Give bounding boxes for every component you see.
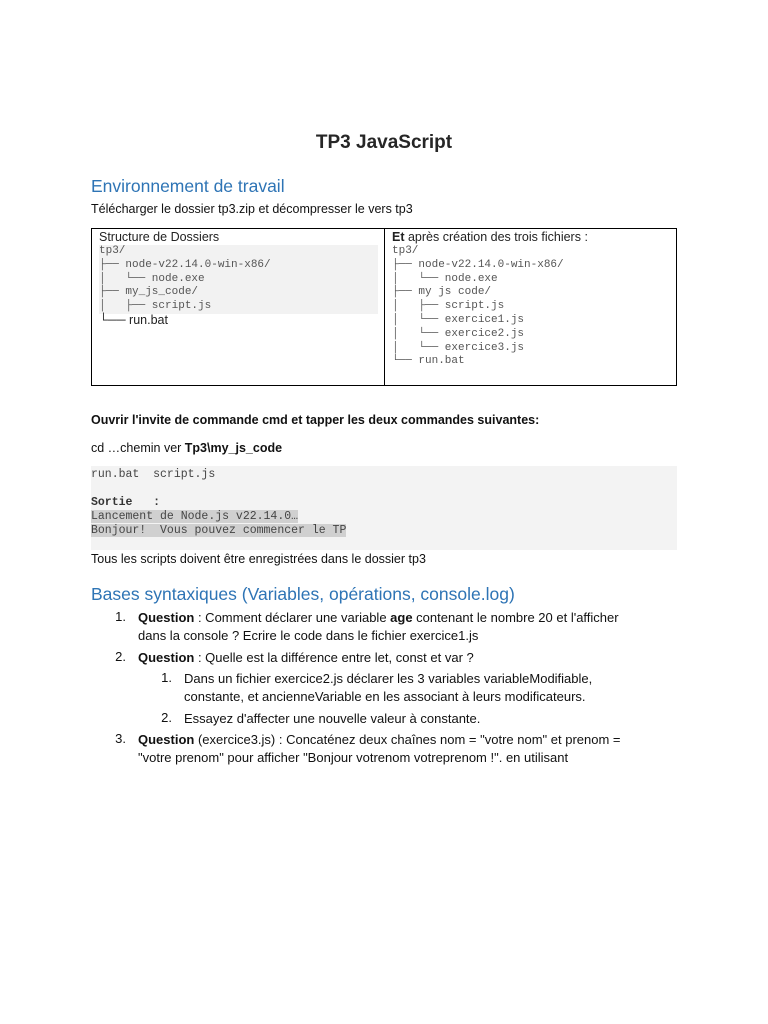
folder-structure-after-caption xyxy=(392,230,588,244)
list-number: 3. xyxy=(115,731,126,746)
tree-line: │ ├── script.js xyxy=(99,300,378,314)
caption-rest: après création des trois fichiers : xyxy=(404,230,588,244)
tree-line: ├── my js code/ xyxy=(392,286,492,299)
subquestion-text: Essayez d'affecter une nouvelle valeur à constante. xyxy=(184,711,481,726)
question-2 xyxy=(138,649,474,667)
subquestion-2-1 xyxy=(184,670,592,706)
question-label: Question xyxy=(138,650,195,665)
subquestion-2-2 xyxy=(184,710,480,728)
list-number: 2. xyxy=(115,649,126,664)
download-instruction: Télécharger le dossier tp3.zip et décompresser le vers tp3 xyxy=(91,202,413,216)
tree-line: tp3/ xyxy=(99,245,378,259)
question-text: "votre prenom" pour afficher "Bonjour votrenom votreprenom !". en utilisant xyxy=(138,750,569,765)
cd-instruction xyxy=(91,441,282,455)
tree-line: ├── node-v22.14.0-win-x86/ xyxy=(99,259,378,273)
tree-line: │ └── node.exe xyxy=(392,272,498,285)
question-keyword: age xyxy=(390,610,413,625)
page-title: TP3 JavaScript xyxy=(315,132,453,153)
open-cmd-instruction: Ouvrir l'invite de commande cmd et tapper les deux commandes suivantes: xyxy=(91,413,540,427)
tree-line: tp3/ xyxy=(392,245,419,257)
folder-structure-caption: Structure de Dossiers xyxy=(99,230,220,244)
folder-structure-before xyxy=(92,229,385,385)
code-output-line: Bonjour! Vous pouvez commencer le TP xyxy=(91,524,347,537)
tree-line: └── run.bat xyxy=(99,312,168,327)
tree-line: ├── my_js_code/ xyxy=(99,286,378,300)
cd-path: Tp3\my_js_code xyxy=(184,441,283,455)
question-1 xyxy=(138,609,619,645)
subquestion-text: constante, et ancienneVariable en les associant à leurs modificateurs. xyxy=(184,689,586,704)
command-code-block xyxy=(91,466,677,550)
code-output-line: Lancement de Node.js v22.14.0… xyxy=(91,510,299,523)
tree-line: ├── node-v22.14.0-win-x86/ xyxy=(392,258,564,271)
tree-line: │ ├── script.js xyxy=(392,300,505,313)
tree-line: │ └── exercice1.js xyxy=(392,313,525,326)
question-text: : Comment déclarer une variable xyxy=(194,610,391,625)
folder-structure-after xyxy=(385,229,676,385)
tree-line: │ └── exercice3.js xyxy=(392,341,525,354)
save-note: Tous les scripts doivent être enregistrées dans le dossier tp3 xyxy=(91,552,426,566)
question-3 xyxy=(138,731,621,767)
folder-structure-table xyxy=(91,228,677,386)
list-number: 1. xyxy=(115,609,126,624)
caption-bold: Et xyxy=(392,230,405,244)
section-heading-syntax: Bases syntaxiques (Variables, opérations, console.log) xyxy=(91,584,515,604)
sublist-number: 1. xyxy=(161,670,172,685)
tree-line: │ └── node.exe xyxy=(99,273,378,287)
tree-line: │ └── exercice2.js xyxy=(392,327,525,340)
question-label: Question xyxy=(138,732,195,747)
question-text: dans la console ? Ecrire le code dans le fichier exercice1.js xyxy=(138,628,479,643)
code-output-label: Sortie : xyxy=(91,496,161,509)
question-text: : Quelle est la différence entre let, const et var ? xyxy=(194,650,474,665)
question-text: (exercice3.js) : Concaténez deux chaînes nom = "votre nom" et prenom = xyxy=(194,732,621,747)
code-command: run.bat script.js xyxy=(91,468,216,481)
section-heading-environment: Environnement de travail xyxy=(91,176,285,196)
sublist-number: 2. xyxy=(161,710,172,725)
tree-line: └── run.bat xyxy=(392,355,465,368)
cd-prefix: cd …chemin ver xyxy=(91,441,185,455)
question-text: contenant le nombre 20 et l'afficher xyxy=(412,610,619,625)
subquestion-text: Dans un fichier exercice2.js déclarer les 3 variables variableModifiable, xyxy=(184,671,593,686)
question-label: Question xyxy=(138,610,195,625)
